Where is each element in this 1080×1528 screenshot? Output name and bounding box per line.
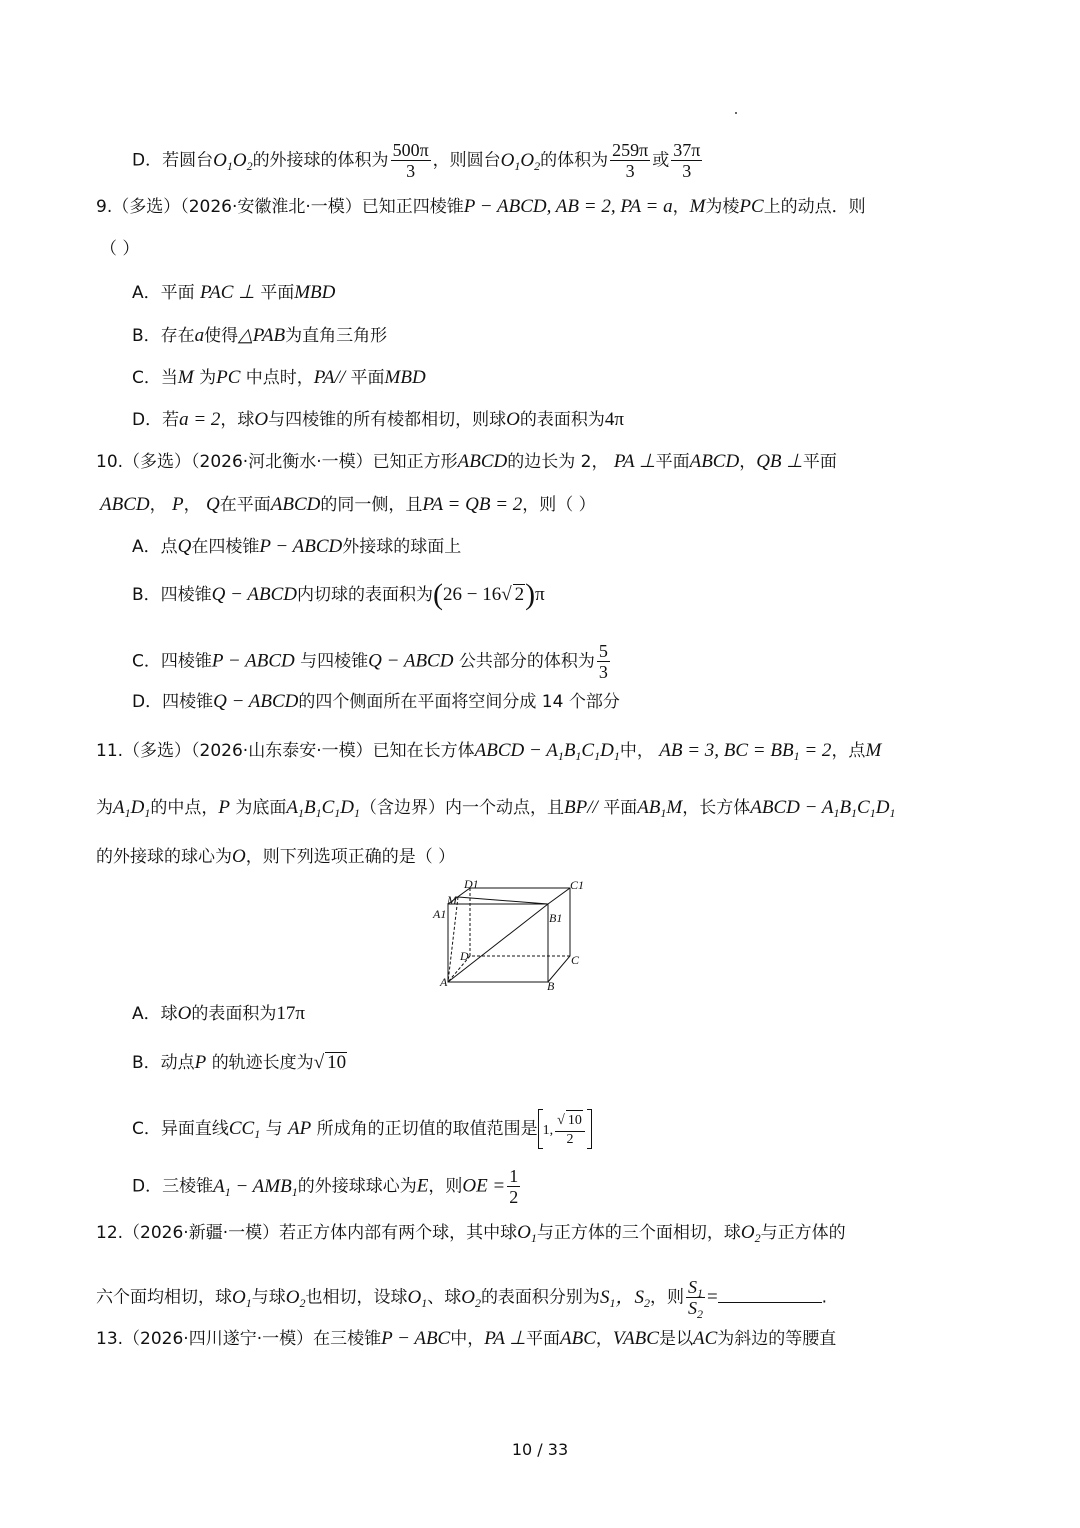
fraction: $\frac{1}{2}$ <box>509 1166 519 1207</box>
q9-paren: （ ） <box>100 239 140 259</box>
q13-stem: 13.（2026·四川遂宁·一模）在三棱锥P − ABC中，PA ⊥平面ABC，VABC是以AC为斜边的等腰直 <box>96 1328 837 1349</box>
label-b: B <box>547 979 555 993</box>
q8-option-d: D．若圆台$O_1O_2$的外接球的体积为 $\frac{500\pi}{3}$ ，则圆台$O_1O_2$的体积为 $\frac{259\pi}{3}$ 或 $\frac{37\pi}{3}$ <box>132 140 701 181</box>
q11-option-b: B．动点P 的轨迹长度为√ 10 <box>132 1052 347 1073</box>
fraction: $\frac{37\pi}{3}$ <box>673 140 701 181</box>
q10-option-c: C．四棱锥P − ABCD 与四棱锥Q − ABCD 公共部分的体积为 $\frac{5}{3}$ <box>132 641 608 682</box>
fraction: $\frac{5}{3}$ <box>598 641 608 682</box>
label-c: C <box>571 953 580 967</box>
fraction: $\frac{√ 10}{2}$ <box>555 1110 585 1148</box>
q11-stem-line2: 为$A_1D_1$的中点，P 为底面$A_1B_1C_1D_1$（含边界）内一个动点，且BP// 平面$AB_1M$，长方体ABCD − $A_1B_1C_1D_1$ <box>96 797 896 820</box>
q11-option-d: D．三棱锥$A_1 - AMB_1$的外接球球心为E，则OE = $\frac{1}{2}$ <box>132 1166 519 1207</box>
q11-option-a: A．球O的表面积为17π <box>132 1003 305 1024</box>
label-d: D <box>460 949 469 963</box>
label-m: M <box>447 893 457 907</box>
segment-m-a <box>448 897 458 982</box>
q10-stem: 10.（多选）（2026·河北衡水·一模）已知正方形ABCD的边长为 2， PA ⊥平面ABCD，QB ⊥平面 <box>96 451 837 472</box>
fraction: $\frac{500\pi}{3}$ <box>392 140 429 181</box>
q9-option-c: C．当M 为PC 中点时，PA// 平面MBD <box>132 367 426 388</box>
fraction: $\frac{S_1}{S_2}$ <box>687 1277 703 1321</box>
label-b1: B1 <box>549 911 563 925</box>
q11-option-c: C．异面直线$CC_1$ 与 AP 所成角的正切值的取值范围是 1, $\frac{√ 10}{2}$ <box>132 1109 592 1149</box>
q12-stem-line2: 六个面均相切，球$O_1$与球$O_2$也相切，设球$O_1$、球$O_2$的表面积分别为$S_1$，$S_2$，则 $\frac{S_1}{S_2}$ = . <box>96 1277 828 1321</box>
q10-option-b: B．四棱锥Q − ABCD内切球的表面积为(26 − 16√ 2)π <box>132 578 545 611</box>
q9-stem: 9.（多选）（2026·安徽淮北·一模）已知正四棱锥P − ABCD, AB = 2, PA = a，M为棱PC上的动点．则 <box>96 196 866 217</box>
answer-blank[interactable] <box>718 1288 822 1303</box>
segment-m-b1 <box>458 897 548 904</box>
q9-option-d: D．若a = 2，球O与四棱锥的所有棱都相切，则球O的表面积为4π <box>132 409 624 430</box>
label-c1: C1 <box>570 878 585 892</box>
q12-stem: 12.（2026·新疆·一模）若正方体内部有两个球，其中球$O_1$与正方体的三个面相切，球$O_2$与正方体的 <box>96 1222 846 1245</box>
label-a: A <box>440 975 448 989</box>
q10-option-a: A．点Q在四棱锥P − ABCD外接球的球面上 <box>132 536 462 557</box>
q9-option-b: B．存在a使得△PAB为直角三角形 <box>132 325 388 346</box>
fraction: $\frac{259\pi}{3}$ <box>612 140 649 181</box>
q10-stem-line2: ABCD， P， Q在平面ABCD的同一侧，且PA = QB = 2，则（ ） <box>100 494 596 515</box>
q11-stem-line3: 的外接球的球心为O，则下列选项正确的是（ ） <box>96 846 456 867</box>
label-d1: D1 <box>464 877 479 891</box>
q9-option-a: A．平面 PAC ⊥ 平面MBD <box>132 282 336 303</box>
speck <box>735 112 737 114</box>
label-a1: A1 <box>433 907 447 921</box>
diagonal-a-b1 <box>448 904 548 982</box>
page-number: 10 / 33 <box>511 1440 569 1459</box>
cuboid-figure <box>430 876 590 996</box>
q10-option-d: D．四棱锥Q − ABCD的四个侧面所在平面将空间分成 14 个部分 <box>132 691 620 712</box>
q11-stem: 11.（多选）（2026·山东泰安·一模）已知在长方体ABCD − $A_1B_1C_1D_1$中， AB = 3, BC = $BB_1 = 2$，点M <box>96 740 882 763</box>
